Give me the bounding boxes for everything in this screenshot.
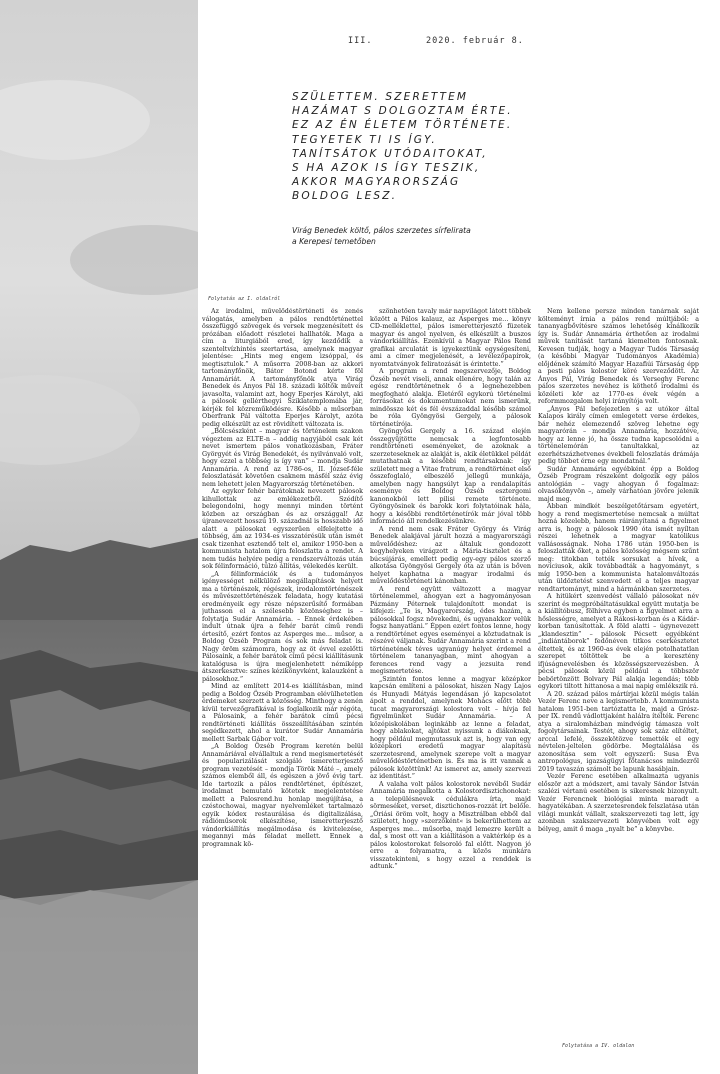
quote-line: EZ AZ ÉN ÉLETEM TÖRTÉNETE.	[292, 119, 513, 132]
quote-attribution	[292, 226, 532, 247]
article-paragraph: A 20. század pálos mártírjai közül mégis talán Vezér Ferenc neve a legismertebb. A kommunista hatalom 1951-ben tartóztatta le, majd a Grósz-per IX. rendű vádlottjaként halálra ítélték. Ferenc atya a siralomházban mindvégig támasza volt fogolytársainak. Testét, ahogy sok száz elítéltet, arccal lefelé, összekötözve temették el egy névtelen-jeltelen gödörbe. Megtalálása és azonosítása sem volt egyszerű: Susa Éva antropológus, igazságügyi főtanácsos mindezről 2019 tavaszán számolt be lapunk hasábjain.	[538, 690, 699, 773]
quote-line: S HA AZOK IS ÍGY TESZIK,	[292, 162, 481, 175]
landscape-photo	[0, 0, 198, 1074]
article-paragraph: „Szintén fontos lenne a magyar középkor kapcsán említeni a pálosokat, hiszen Nagy Lajos és Hunyadi Mátyás legendásan jó kapcsolatot ápolt a renddel, amelynek Mohács előtt több tucat magyarországi kolostora volt – hívja fel figyelmünket Sudár Annamária. – A középiskolában leginkább az lenne a feladat, hogy ablakokat, ajtókat nyissunk a diákoknak, hogy például megmutassuk azt is, hogy van egy középkori eredetű magyar alapítású szerzetesrend, amelynek szerepe volt a magyar művelődéstörténetben is. És ma is itt vannak a pálosok közöttünk! Az ismeret az, amely szervezi az identitást.”	[370, 675, 531, 780]
attribution-line: Virág Benedek költő, pálos szerzetes sírfelirata	[292, 226, 471, 235]
attribution-line: a Kerepesi temetőben	[292, 236, 376, 246]
quote-line: HAZÁMAT S DOLGOZTAM ÉRTE.	[292, 105, 513, 118]
photo-drawing	[0, 0, 198, 1074]
quote-line: SZÜLETTEM. SZERETTEM	[292, 91, 469, 103]
article-paragraph: Az egykor fehér barátoknak nevezett pálosok kihullottak az emlékezetből. Szédítő belegondolni, hogy mennyi minden történt közben az országban és az országgal! Az újranevezett hosszú 19. századnál is hosszabb idő alatt a pálosokat egyszerűen elfelejtette a többség, ám az 1934-es visszatérésük után ismét csak tizenhat esztendő telt el, amikor 1950-ben a kommunista hatalom újra feloszlatta a rendet. A nem tudás helyére pedig a rendszerváltozás után sok félinformáció, túlzó állítás, vélekedés került.	[202, 488, 363, 570]
quote-line: TEGYETEK TI IS ÍGY.	[292, 133, 437, 146]
article-paragraph: „A félinformációk és a tudományos igényességet nélkülöző megállapítások helyett ma a történészek, régészek, irodalomtörténészek és művészettörténészek feladata, hogy kutatási eredményeik egy része népszerűsítő formában juthasson el a szélesebb közönséghez is – folytatja Sudár Annamária. – Ennek érdekében indult útnak újra a fehér barát című rendi értesítő, ezért fontos az Asperges me… műsor, a Boldog Özséb Program és sok más feladat is. Nagy öröm számomra, hogy az öt évvel ezelőtti Pálosaink, a fehér barátok című pécsi kiállításunk katalógusa is újra megjelenhetett némiképp átszerkesztve: színes kézikönyvként, kalauzként a pálosokhoz.”	[202, 570, 363, 683]
article-paragraph: Abban mindkét beszélgetőtársam egyetért, hogy a rend megismertetése nemcsak a múltat hozná közelebb, hanem ráirányítaná a figyelmet arra is, hogy a pálosok 1990 óta ismét nyíltan részei lehetnek a magyar katolikus vallásosságnak. Noha 1786 után 1950-ben is feloszlatták őket, a pálos közösség mégsem szűnt meg: titokban tették sorsukat a hívek, a novíciusok, akik továbbadták a hagyományt, s míg 1950-ben a kommunista hatalomváltozás után üldöztetést szenvedett el a teljes magyar rendtartományt, mind a hármánkban szerzetes.	[538, 503, 699, 593]
article-paragraph: A hitükért szenvedést vállaló pálosokat név szerint és megpróbáltatásukkal együtt mutatja be a kiállítóbusz, fölhívva egyben a figyelmet arra a hőslességre, amelyet a Rákosi-korban és a Kádár-korban tanúsítottak. A föld alatti – úgynevezett „klandesztin” – pálosok Pécsett egyébként „indiántáborok” fedőnéven titkos cserkésztetet éltettek, és az 1960-as évek elején potolhatatlan szerepet töltöttek be a keresztény ifjúságnevelésben és közösségszervezésben. A pécsi pálosok közül például a többször bebörtönzött Bolvary Pál alakja legendás; több egykori tiltott hittanosa a mai napig emlékszik rá.	[538, 593, 699, 690]
quote-line: AKKOR MAGYARORSZÁG	[292, 176, 461, 189]
article-paragraph: A rend együtt változott a magyar történelemmel, ahogyan ezt a hagyományosan Pázmány Péternek tulajdonított mondat is kifejezi: „Te is, Magyarország, édes hazám, a pálosokkal fogsz növekedni, és ugyanakkor velük fogsz hanyatlani.” Éppen ezért fontos lenne, hogy a rendtörténet egyes eseményei a köztudatnak is részévé váljanak. Sudár Annamária szerint a rend történetének téves ugyanúgy helyet érdemel a történelem tananyagban, mint ahogyan a ferences rend vagy a jezsuita rend megismertetése.	[370, 585, 531, 675]
article-paragraph: Nem kellene persze minden tanárnak saját költeményt írnia a pálos rend múltjából: a tananyagbővítésre számos lehetőség kínálkozik így is. Sudár Annamária érthetően az irodalmi művek tanítását tartaná kiemelten fontosnak. Kevesen tudják, hogy a Magyar Tudós Társaság (a későbbi Magyar Tudományos Akadémia) előjdének számító Magyar Hazafiúi Társaság épp a pesti pálos kolostor köré szerveződött. Az Ányos Pál, Virág Benedek és Verseghy Ferenc pálos szerzetes nevéhez is köthető irodalmi és közéleti kör az 1770-es évek végén a reformmozgalom helyi irányítója volt.	[538, 308, 699, 405]
article-paragraph: A valaha volt pálos kolostorok nevéből Sudár Annamária megalkotta a Kolostordisztichonokat: a településnevek cédulákra írta, majd sörmeséket, verset, disztichonos-rozzát írt belőle. „Óriási öröm volt, hogy a Misztrálban ebből dal született, hogy »szerzőként« is bekerülhettem az Asperges me… műsorba, majd lemezre került a dal, s most ott van a kiállításon a vaktérkép és a pálos kolostorokat felsoroló fal előtt. Nagyon jó erre a folyamatra, a közös munkára visszatekinteni, s hogy ezzel a renddek is adtunk.”	[370, 780, 531, 870]
article-paragraph: Vezér Ferenc esetében alkalmazta ugyanis először azt a módszert, ami tavaly Sándor István szalézi vértanú esetében is sikeresnek bizonyult. Vezér Ferencnek biológiai minta maradt a hagyatékában. A szerzetesrendek felszlatása után világi munkát vállalt, szakszervezeti tag lett, így azonban szakszervezeti könyvében volt egy bélyeg, amit ő maga „nyalt be” a könyvbe.	[538, 773, 699, 833]
quote-line: TANÍTSÁTOK UTÓDAITOKAT,	[292, 147, 488, 160]
article-column-1	[202, 308, 363, 1048]
quote-line: BOLDOG LESZ.	[292, 190, 398, 203]
continued-from-note: Folytatás az I. oldalról	[208, 296, 281, 302]
article-paragraph: szönhetően tavaly már napvilágot látott többek között a Pálos kalauz, az Asperges me… könyv CD-melléklettel, pálos ismeretterjesztő füzetek magyar és angol nyelven, és elkészült a buszos vándorkiállítás. Ezenkívül a Magyar Pálos Rend grafikai arculatát is igyekeztünk egységesíteni, ami a címer megjelenését, a levélezőpapírok, nyomtatványok feliratozását is érintette.”	[370, 308, 531, 368]
issue-date: 2020. február 8.	[426, 36, 524, 46]
article-column-3	[538, 308, 699, 1048]
continued-to-note: Folytatása a IV. oldalon	[562, 1043, 635, 1049]
epitaph-quote	[292, 90, 532, 204]
article-paragraph: „Ányos Pál befejezetlen s az utókor által Kalapos király címen emlegetett verse érdekes, bár nehéz elemezendő szöveg lehetne egy magyarórán – mondja Annamária, hozzátéve, hogy az lenne jó, ha össze tudna kapcsolódni a történelemórán tanultakkal, az ezerhétszázhetvenes évekbeli feloszlatás drámája pedig többet érne egy mondatnál.”	[538, 405, 699, 465]
article-paragraph: A rend nem csak Fráter György és Virág Benedek alakjával járult hozzá a magyarországi művelődéshez: az általuk gondozott kegyhelyeken virágzott a Mária-tisztelet és a búcsújárás, emellett pedig egy-egy pálos szerző alkotása Gyöngyösi Gergely óta az után is bőven helyet kaphatna a magyar irodalmi és művelődéstörténeti kánonban.	[370, 525, 531, 585]
article-paragraph: A program a rend megszervezője, Boldog Özséb nevét viseli, annak ellenére, hogy talán az egész rendtörténetnek ő a legnehezebben megfogható alakja. Életéről egykorú történelmi forrásokat és dokumentumokat nem ismerünk, mindössze két és fél évszázaddal később számol be róla Gyöngyösi Gergely, a pálosok történetírója.	[370, 368, 531, 428]
article-column-2	[370, 308, 531, 1048]
article-paragraph: „Bölcsészként – magyar és történelem szakon végeztem az ELTE-n – addig nagyjából csak két nevet ismertem pálos vonatkozásban, Fráter Györgyét és Virág Benedekét, és nyilvánvaló volt, hogy ezzel a többség is így van” – mondja Sudár Annamária. A rend az 1786-os, II. József-féle feloszlatását követően csaknem másfél száz évig nem lehetett jelen Magyarország történetében.	[202, 428, 363, 488]
article-paragraph: Gyöngyösi Gergely a 16. század elején összegyűjtötte nemcsak a legfontosabb rendtörténeti eseményeket, de azoknak a szerzeteseknek az alakját is, akik életükkel példát mutathatnak a későbbi rendtársaknak: így született meg a Vitae fratrum, a rendtörténet első összefoglaló, elbeszélő jellegű munkája, amelyben nagy hangsúlyt kap a rendalapítás eseménye és Boldog Özséb esztergomi kanonokból lett pilisi remete története. Gyöngyösinek és barokk kori folytatóinak hála, hogy a későbbi rendtörténetírók már jóval több információ áll rendelkezésünkre.	[370, 428, 531, 525]
article-paragraph: Az irodalmi, művelődéstörténeti és zenés válogatás, amelyben a pálos rendtörténettel összefüggő szövegek és versek megzenésített és prózában előadott részletei hallhatók. Maga a cím a liturgiából ered, így kezdődik a szenteltvízhintés szertartása, amelynek magyar jelentése: „Hints meg engem izsóppal, és megtisztulok.” A műsorra 2008-ban az akkori tartományfőnök, Bátor Botond kérte föl Annamáriát. A tartományfőnök atya Virág Benedek és Ányos Pál 18. századi költők műveit javasolta, valamint azt, hogy Eperjes Károlyt, aki a pálosok gellérthegyi Sziklatemplomába jár, kérjék fel közreműködésre. Később a műsorban Oberfrank Pál váltotta Eperjes Károlyt, azóta pedig elkészült az est rövidített változata is.	[202, 308, 363, 428]
article-paragraph: „A Boldog Özséb Program keretén belül Annamáriával elvállaltuk a rend megismertetését és popularizálását szolgáló ismeretterjesztő program vezetését – mondja Török Máté –, amely számos elemből áll, és egészen a jövő évig tart. Ide tartozik a pálos rendtörténet, építészet, irodalmat bemutató kötetek megjelentetése mellett a Palosrend.hu honlap megújítása, a czéstochowai, magyar nyelvemléket tartalmazó egyik kódex restaurálása és digitalizálása, rádióműsorok elkészítése, ismeretterjesztő vándorkiállítás megálmodása és kivitelezése, megannyi más feladat mellett. Ennek a programnak kö-	[202, 743, 363, 848]
grass	[0, 880, 198, 1074]
article-paragraph: Mind az említett 2014-es kiállításban, mind pedig a Boldog Özséb Programban elévülhetetlen érdemeket szerzett a közösség. Minthogy a zenén kívül tervezőgrafikával is foglalkozik már régóta, a Pálosaink, a fehér barátok című pécsi rendtörténeti kiállítás összeállításában szintén segédkezett, ahol a kurátor Sudár Annamária mellett Sarbak Gábor volt.	[202, 683, 363, 743]
page-number: III.	[348, 36, 373, 46]
article-paragraph: Sudár Annamária egyébként épp a Boldog Özséb Program részeként dolgozik egy pálos antológián – vagy ahogyan ő fogalmaz: olvasókönyvön –, amely várhatóan jövőre jelenik majd meg.	[538, 465, 699, 503]
